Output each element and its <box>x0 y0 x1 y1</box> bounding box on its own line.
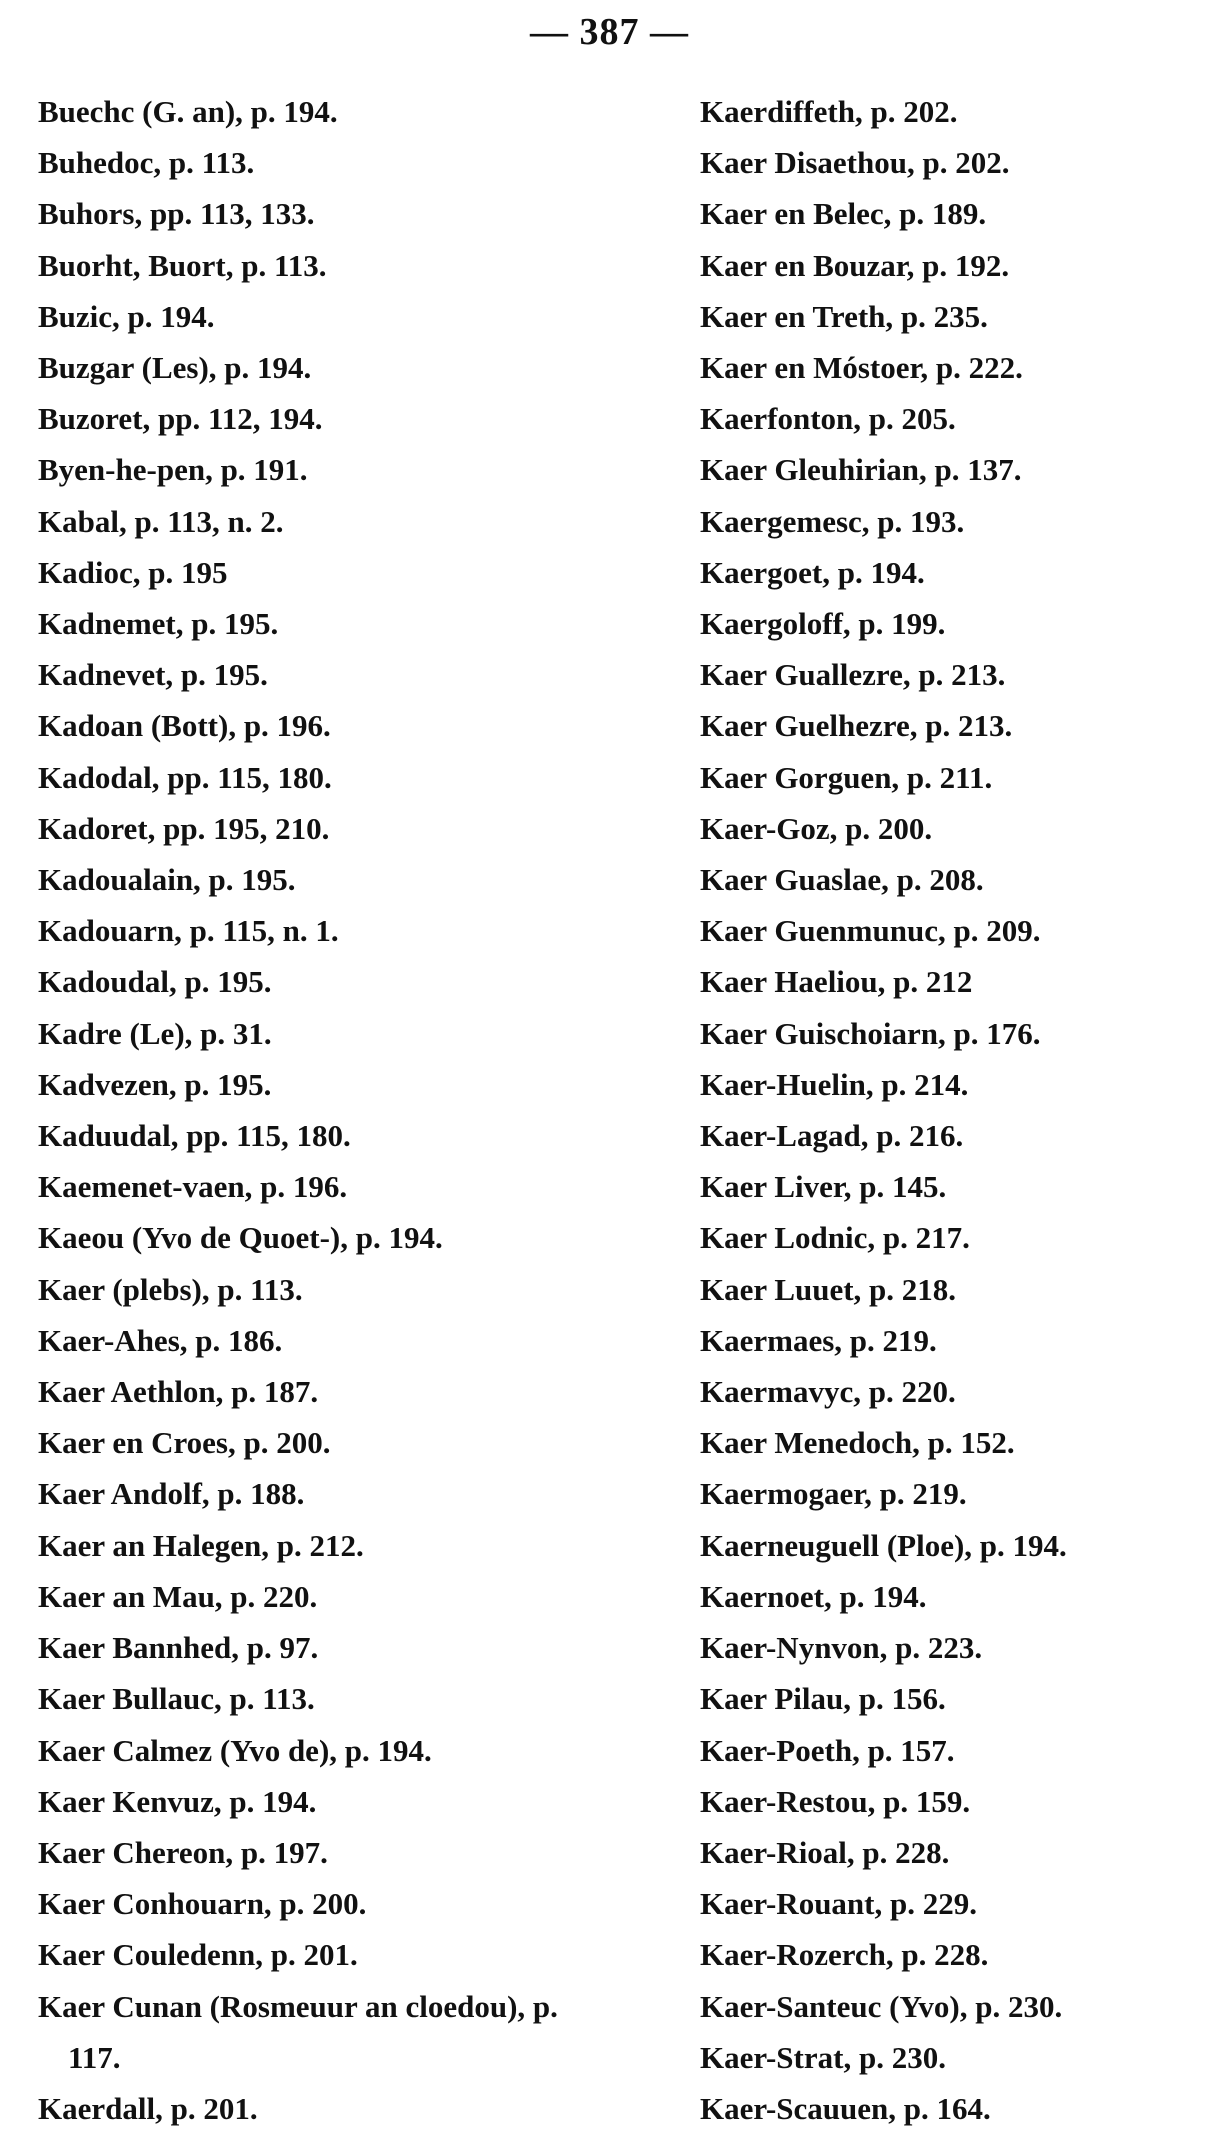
index-entry: Kaer Bullauc, p. 113. <box>38 1681 315 1717</box>
index-entry: Kaer-Scauuen, p. 164. <box>700 2090 991 2126</box>
index-entry: Kaer Disaethou, p. 202. <box>700 145 1010 181</box>
index-entry: Kaer-Rioal, p. 228. <box>700 1834 950 1870</box>
index-entry: Kaer Luuet, p. 218. <box>700 1271 957 1307</box>
index-entry: Kaer-Poeth, p. 157. <box>700 1732 955 1768</box>
index-entry: Kaerneuguell (Ploe), p. 194. <box>700 1527 1067 1563</box>
index-entry: Kaernoet, p. 194. <box>700 1578 927 1614</box>
index-entry: Kaer Guenmunuc, p. 209. <box>700 913 1041 949</box>
index-entry: Kaer-Huelin, p. 214. <box>700 1066 969 1102</box>
index-entry: Kaer Haeliou, p. 212 <box>700 964 973 1000</box>
index-entry: Kaer en Treth, p. 235. <box>700 298 988 334</box>
index-entry: Kaermaes, p. 219. <box>700 1322 937 1358</box>
index-entry: Kaer-Rozerch, p. 228. <box>700 1937 989 1973</box>
index-entry: Kaer-Restou, p. 159. <box>700 1783 971 1819</box>
index-entry: Kaerfonton, p. 205. <box>700 401 956 437</box>
index-entry: Kaer en Bouzar, p. 192. <box>700 247 1010 283</box>
index-entry: Kaer Aethlon, p. 187. <box>38 1374 319 1410</box>
index-entry: Kaermogaer, p. 219. <box>700 1476 967 1512</box>
index-entry: Kaduudal, pp. 115, 180. <box>38 1118 351 1154</box>
index-entry: Buzoret, pp. 112, 194. <box>38 401 323 437</box>
index-entry: Kaer-Nynvon, p. 223. <box>700 1630 983 1666</box>
index-entry: Kaergoloff, p. 199. <box>700 606 946 642</box>
index-entry: Kaer Guallezre, p. 213. <box>700 657 1006 693</box>
index-entry: Kaer Lodnic, p. 217. <box>700 1220 970 1256</box>
index-entry: Kadoudal, p. 195. <box>38 964 272 1000</box>
index-entry: Kaer an Halegen, p. 212. <box>38 1527 364 1563</box>
index-entry: Kadvezen, p. 195. <box>38 1066 272 1102</box>
index-entry: Kaer Andolf, p. 188. <box>38 1476 305 1512</box>
index-column-right <box>700 86 1210 2134</box>
index-entry: Kaer Menedoch, p. 152. <box>700 1425 1015 1461</box>
index-entry: Kaer Chereon, p. 197. <box>38 1834 328 1870</box>
index-entry: Kaergemesc, p. 193. <box>700 503 965 539</box>
index-entry: Kaer Guaslae, p. 208. <box>700 862 984 898</box>
index-entry: Kaer Kenvuz, p. 194. <box>38 1783 317 1819</box>
index-entry: Kaer Gleuhirian, p. 137. <box>700 452 1022 488</box>
index-entry: Kaer-Ahes, p. 186. <box>38 1322 283 1358</box>
index-entry: Kadoualain, p. 195. <box>38 862 296 898</box>
index-entry: Kaer-Goz, p. 200. <box>700 810 933 846</box>
index-entry: Kaer-Santeuc (Yvo), p. 230. <box>700 1988 1063 2024</box>
index-entry: Kaer en Belec, p. 189. <box>700 196 987 232</box>
index-entry: Kaer Guelhezre, p. 213. <box>700 708 1013 744</box>
index-entry: Kaer-Lagad, p. 216. <box>700 1118 964 1154</box>
index-entry: Kaerdall, p. 201. <box>38 2090 258 2126</box>
index-entry: Kaerdiffeth, p. 202. <box>700 94 958 129</box>
index-entry: Kaer Guischoiarn, p. 176. <box>700 1015 1041 1051</box>
index-entry: Kabal, p. 113, n. 2. <box>38 503 284 539</box>
index-entry: Kaer Conhouarn, p. 200. <box>38 1886 367 1922</box>
index-entry: Buechc (G. an), p. 194. <box>38 94 338 129</box>
index-entry: Kaer Liver, p. 145. <box>700 1169 947 1205</box>
index-entry: Kaer en Móstoer, p. 222. <box>700 350 1023 386</box>
index-entry: Kadioc, p. 195 <box>38 554 228 590</box>
index-entry: Kadnevet, p. 195. <box>38 657 268 693</box>
index-entry: Kaer (plebs), p. 113. <box>38 1271 303 1307</box>
index-column-left <box>38 86 608 2134</box>
index-entry: Kaeou (Yvo de Quoet-), p. 194. <box>38 1220 443 1256</box>
index-entry: Kaermavyc, p. 220. <box>700 1374 956 1410</box>
index-entry: Kadre (Le), p. 31. <box>38 1015 272 1051</box>
page-number: — 387 — <box>530 11 689 53</box>
index-entry: Kaer Calmez (Yvo de), p. 194. <box>38 1732 432 1768</box>
index-entry: Kaer en Croes, p. 200. <box>38 1425 331 1461</box>
index-entry: Kaer an Mau, p. 220. <box>38 1578 318 1614</box>
index-entry: Kaer Cunan (Rosmeuur an cloedou), p. 117. <box>38 1988 558 2075</box>
index-entry: Buhedoc, p. 113. <box>38 145 255 181</box>
index-entry: Kadouarn, p. 115, n. 1. <box>38 913 339 949</box>
index-entry: Kadoret, pp. 195, 210. <box>38 810 330 846</box>
index-entry: Kaemenet-vaen, p. 196. <box>38 1169 348 1205</box>
index-entry: Kadoan (Bott), p. 196. <box>38 708 331 744</box>
index-entry: Buorht, Buort, p. 113. <box>38 247 327 283</box>
index-entry: Buzic, p. 194. <box>38 298 215 334</box>
index-entry: Buhors, pp. 113, 133. <box>38 196 315 232</box>
index-entry: Kaer-Strat, p. 230. <box>700 2039 946 2075</box>
index-entry: Kaer Gorguen, p. 211. <box>700 759 993 795</box>
index-entry: Buzgar (Les), p. 194. <box>38 350 312 386</box>
index-entry: Kaer Pilau, p. 156. <box>700 1681 946 1717</box>
index-entry: Kaer Couledenn, p. 201. <box>38 1937 358 1973</box>
index-entry: Kaer-Rouant, p. 229. <box>700 1886 977 1922</box>
index-entry: Kaergoet, p. 194. <box>700 554 925 590</box>
index-entry: Kaer Bannhed, p. 97. <box>38 1630 319 1666</box>
index-entry: Kadnemet, p. 195. <box>38 606 279 642</box>
index-entry: Kadodal, pp. 115, 180. <box>38 759 332 795</box>
index-entry: Byen-he-pen, p. 191. <box>38 452 308 488</box>
